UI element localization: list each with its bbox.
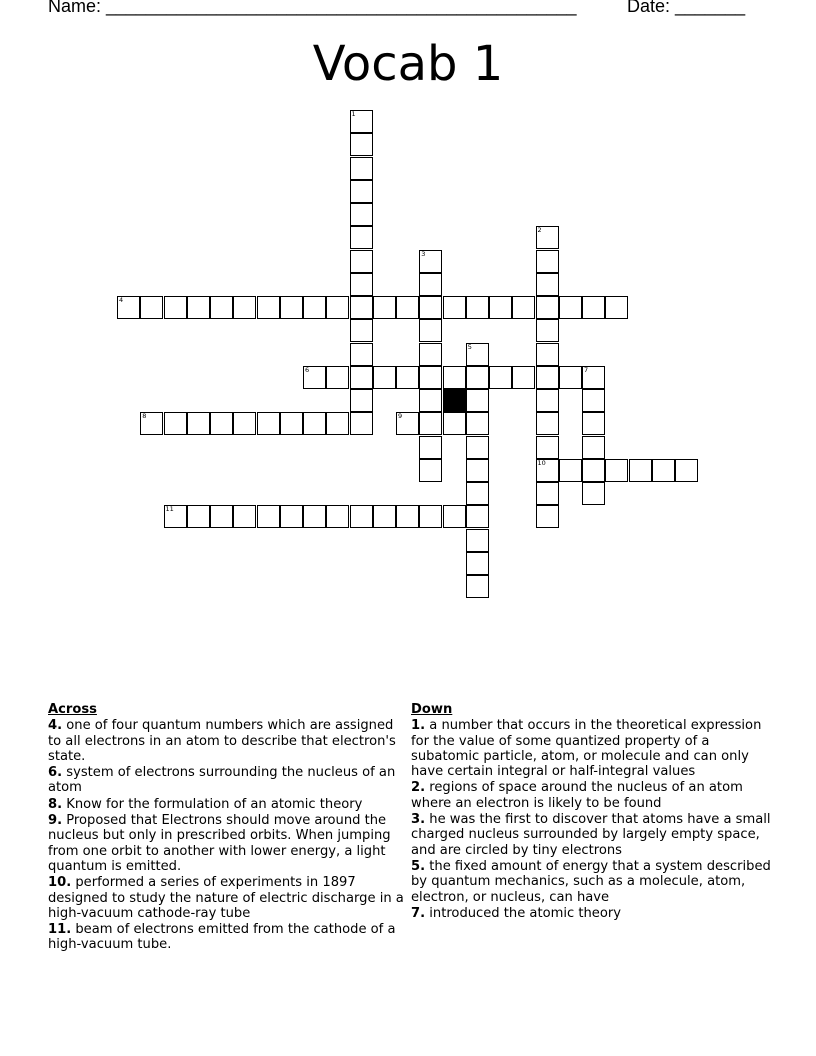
- across-heading: Across: [48, 702, 97, 717]
- crossword-cell[interactable]: [233, 412, 256, 435]
- crossword-cell[interactable]: [466, 296, 489, 319]
- crossword-cell[interactable]: [350, 366, 373, 389]
- cell-number: 1: [351, 110, 356, 118]
- crossword-cell[interactable]: [419, 343, 442, 366]
- crossword-cell[interactable]: [280, 296, 303, 319]
- crossword-cell[interactable]: [187, 296, 210, 319]
- crossword-cell[interactable]: [443, 505, 466, 528]
- clue-number: 9.: [48, 813, 63, 829]
- cell-number: 6: [305, 365, 310, 374]
- crossword-cell[interactable]: [536, 343, 559, 366]
- down-clue: [411, 718, 773, 779]
- crossword-cell[interactable]: [466, 529, 489, 552]
- crossword-cell[interactable]: [536, 505, 559, 528]
- crossword-cell[interactable]: [443, 412, 466, 435]
- crossword-cell[interactable]: [466, 552, 489, 575]
- crossword-cell[interactable]: [536, 296, 559, 319]
- crossword-cell[interactable]: [187, 412, 210, 435]
- cell-number: 7: [584, 365, 589, 374]
- clue-number: 8.: [48, 796, 63, 812]
- clue-number: 11.: [48, 922, 72, 938]
- down-clue: [411, 906, 773, 921]
- cell-number: 10: [537, 458, 546, 467]
- crossword-cell[interactable]: [350, 319, 373, 342]
- crossword-cell[interactable]: [419, 412, 442, 435]
- across-clue-list: [48, 718, 404, 952]
- crossword-cell[interactable]: [164, 505, 187, 528]
- crossword-cell[interactable]: [396, 366, 419, 389]
- clue-number: 4.: [48, 718, 63, 734]
- crossword-cell[interactable]: [675, 459, 698, 482]
- crossword-cell[interactable]: [140, 412, 163, 435]
- crossword-cell[interactable]: [210, 505, 233, 528]
- crossword-cell[interactable]: [350, 110, 373, 133]
- crossword-cell[interactable]: [582, 412, 605, 435]
- crossword-block-cell: [443, 389, 466, 412]
- across-clue: [48, 797, 404, 812]
- cell-number: 11: [165, 505, 174, 514]
- crossword-cell[interactable]: [536, 412, 559, 435]
- clue-text: regions of space around the nucleus of an atom where an electron is likely to be found: [411, 780, 743, 811]
- crossword-cell[interactable]: [559, 296, 582, 319]
- clue-number: 5.: [411, 858, 426, 874]
- crossword-cell[interactable]: [326, 296, 349, 319]
- crossword-cell[interactable]: [536, 250, 559, 273]
- crossword-cell[interactable]: [466, 575, 489, 598]
- crossword-cell[interactable]: [419, 505, 442, 528]
- across-clues: [48, 702, 404, 954]
- crossword-cell[interactable]: [350, 133, 373, 156]
- clue-text: performed a series of experiments in 1897 designed to study the nature of electric discharge in a high-vacuum cathode-ray tube: [48, 875, 404, 921]
- crossword-cell[interactable]: [629, 459, 652, 482]
- clue-text: one of four quantum numbers which are assigned to all electrons in an atom to describe that electron's state.: [48, 718, 396, 764]
- crossword-cell[interactable]: [443, 366, 466, 389]
- crossword-cell[interactable]: [582, 366, 605, 389]
- name-field-label: Name: _______________________________________________: [48, 0, 577, 16]
- crossword-cell[interactable]: [257, 412, 280, 435]
- crossword-cell[interactable]: [582, 389, 605, 412]
- crossword-cell[interactable]: [350, 273, 373, 296]
- clue-text: a number that occurs in the theoretical expression for the value of some quantized property of a subatomic particle, atom, or molecule and can only have certain integral or half-integral values: [411, 718, 762, 780]
- crossword-cell[interactable]: [140, 296, 163, 319]
- crossword-cell[interactable]: [536, 319, 559, 342]
- crossword-cell[interactable]: [350, 180, 373, 203]
- crossword-cell[interactable]: [187, 505, 210, 528]
- down-clue: [411, 812, 773, 858]
- crossword-cell[interactable]: [419, 319, 442, 342]
- crossword-cell[interactable]: [559, 459, 582, 482]
- across-clue: [48, 813, 404, 874]
- crossword-cell[interactable]: [419, 366, 442, 389]
- crossword-cell[interactable]: [466, 459, 489, 482]
- crossword-cell[interactable]: [350, 505, 373, 528]
- crossword-cell[interactable]: [605, 296, 628, 319]
- clue-number: 7.: [411, 905, 426, 921]
- down-clue: [411, 859, 773, 905]
- crossword-cell[interactable]: [164, 296, 187, 319]
- cell-number: 5: [467, 342, 472, 351]
- crossword-cell[interactable]: [419, 459, 442, 482]
- clue-text: beam of electrons emitted from the cathode of a high-vacuum tube.: [48, 922, 396, 953]
- across-clue: [48, 875, 404, 921]
- crossword-cell[interactable]: [257, 296, 280, 319]
- down-clue: [411, 780, 773, 811]
- crossword-cell[interactable]: [466, 505, 489, 528]
- crossword-cell[interactable]: [233, 505, 256, 528]
- clue-text: he was the first to discover that atoms have a small charged nucleus surrounded by largely empty space, and are circled by tiny electrons: [411, 812, 771, 858]
- crossword-cell[interactable]: [350, 296, 373, 319]
- crossword-cell[interactable]: [303, 412, 326, 435]
- crossword-cell[interactable]: [303, 296, 326, 319]
- crossword-cell[interactable]: [536, 389, 559, 412]
- down-clues: [411, 702, 773, 922]
- crossword-cell[interactable]: [210, 412, 233, 435]
- clue-number: 6.: [48, 765, 63, 781]
- crossword-cell[interactable]: [373, 296, 396, 319]
- crossword-cell[interactable]: [350, 389, 373, 412]
- clue-text: Know for the formulation of an atomic theory: [66, 796, 363, 812]
- cell-number: 8: [142, 412, 147, 421]
- crossword-cell[interactable]: [419, 250, 442, 273]
- clue-text: Proposed that Electrons should move around the nucleus but only in prescribed orbits. When jumping from one orbit to another with lower energy, a light quantum is emitted.: [48, 813, 391, 874]
- crossword-cell[interactable]: [303, 505, 326, 528]
- crossword-cell[interactable]: [419, 273, 442, 296]
- cell-number: 3: [421, 249, 426, 258]
- crossword-cell[interactable]: [559, 366, 582, 389]
- down-clue-list: [411, 718, 773, 921]
- crossword-cell[interactable]: [582, 436, 605, 459]
- crossword-cell[interactable]: [117, 296, 140, 319]
- clue-text: the fixed amount of energy that a system described by quantum mechanics, such as a molecule, atom, electron, or nucleus, can have: [411, 858, 771, 905]
- crossword-cell[interactable]: [466, 366, 489, 389]
- crossword-cell[interactable]: [466, 343, 489, 366]
- crossword-cell[interactable]: [443, 296, 466, 319]
- clue-number: 10.: [48, 875, 72, 891]
- crossword-cell[interactable]: [419, 296, 442, 319]
- crossword-cell[interactable]: [350, 226, 373, 249]
- crossword-cell[interactable]: [466, 389, 489, 412]
- crossword-cell[interactable]: [489, 366, 512, 389]
- crossword-cell[interactable]: [582, 482, 605, 505]
- across-clue: [48, 922, 404, 953]
- crossword-cell[interactable]: [210, 296, 233, 319]
- across-clue: [48, 765, 404, 796]
- crossword-cell[interactable]: [326, 412, 349, 435]
- crossword-cell[interactable]: [373, 505, 396, 528]
- crossword-cell[interactable]: [466, 482, 489, 505]
- clue-number: 2.: [411, 780, 426, 796]
- crossword-cell[interactable]: [536, 459, 559, 482]
- crossword-cell[interactable]: [536, 273, 559, 296]
- crossword-cell[interactable]: [652, 459, 675, 482]
- crossword-cell[interactable]: [419, 389, 442, 412]
- crossword-cell[interactable]: [280, 505, 303, 528]
- crossword-cell[interactable]: [280, 412, 303, 435]
- clue-text: system of electrons surrounding the nucleus of an atom: [48, 765, 396, 796]
- crossword-cell[interactable]: [350, 203, 373, 226]
- crossword-cell[interactable]: [303, 366, 326, 389]
- crossword-cell[interactable]: [373, 366, 396, 389]
- crossword-cell[interactable]: [582, 459, 605, 482]
- crossword-cell[interactable]: [396, 296, 419, 319]
- crossword-cell[interactable]: [489, 296, 512, 319]
- cell-number: 9: [398, 412, 403, 421]
- crossword-cell[interactable]: [536, 226, 559, 249]
- clue-text: introduced the atomic theory: [429, 905, 621, 921]
- crossword-cell[interactable]: [512, 366, 535, 389]
- crossword-cell[interactable]: [257, 505, 280, 528]
- crossword-cell[interactable]: [512, 296, 535, 319]
- crossword-cell[interactable]: [350, 157, 373, 180]
- page-title: Vocab 1: [312, 36, 504, 92]
- crossword-cell[interactable]: [419, 436, 442, 459]
- crossword-cell[interactable]: [582, 296, 605, 319]
- down-heading: Down: [411, 702, 453, 717]
- clue-number: 3.: [411, 812, 426, 828]
- crossword-cell[interactable]: [536, 436, 559, 459]
- cell-number: 4: [119, 296, 124, 304]
- crossword-cell[interactable]: [396, 505, 419, 528]
- crossword-cell[interactable]: [350, 343, 373, 366]
- crossword-cell[interactable]: [350, 412, 373, 435]
- crossword-cell[interactable]: [605, 459, 628, 482]
- crossword-cell[interactable]: [350, 250, 373, 273]
- crossword-cell[interactable]: [164, 412, 187, 435]
- crossword-cell[interactable]: [396, 412, 419, 435]
- crossword-cell[interactable]: [326, 505, 349, 528]
- across-clue: [48, 718, 404, 764]
- cell-number: 2: [537, 226, 542, 235]
- crossword-cell[interactable]: [536, 366, 559, 389]
- crossword-cell[interactable]: [466, 412, 489, 435]
- clue-number: 1.: [411, 718, 426, 734]
- crossword-cell[interactable]: [466, 436, 489, 459]
- crossword-cell[interactable]: [233, 296, 256, 319]
- date-field-label: Date: _______: [627, 0, 746, 16]
- crossword-cell[interactable]: [536, 482, 559, 505]
- crossword-cell[interactable]: [326, 366, 349, 389]
